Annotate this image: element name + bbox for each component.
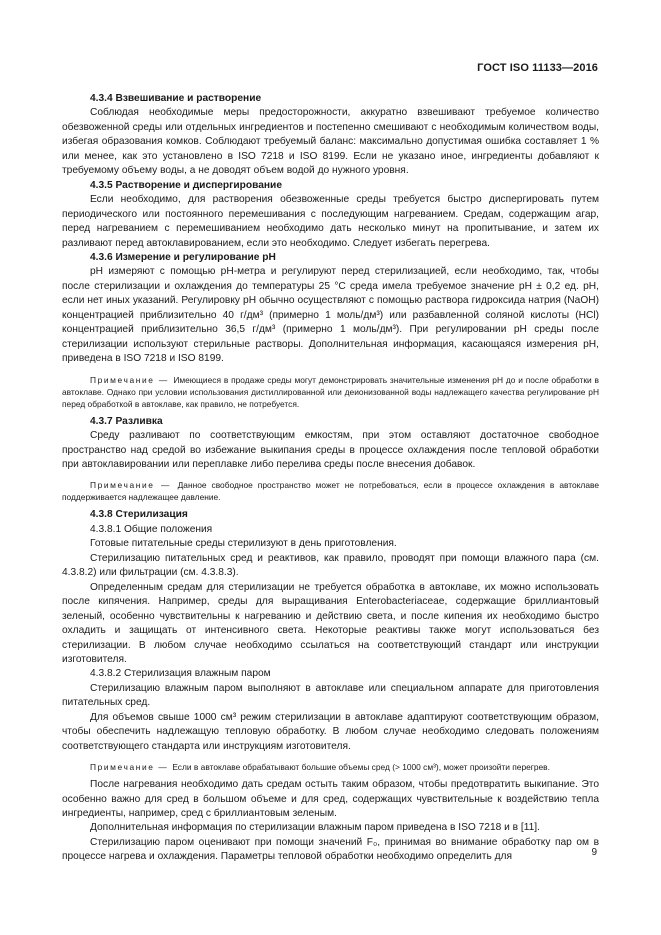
section-heading: 4.3.6 Измерение и регулирование pH: [90, 251, 276, 263]
paragraph: 4.3.8.1 Общие положения: [90, 523, 213, 535]
section-heading: 4.3.8 Стерилизация: [90, 509, 188, 521]
paragraph: Среду разливают по соответствующим емкостям, при этом оставляют достаточное свободное пространство над средой во избежание выкипания среды в процессе охлаждения после тепловой обработки при автоклавировании или переплавке либо перелива среды после внесения добавок.: [62, 430, 599, 470]
paragraph: Для объемов свыше 1000 см³ режим стерилизации в автоклаве адаптируют соответствующим образом, чтобы обеспечить надлежащую тепловую обработку. В любом случае необходимо следовать положениям соответствующего стандарта или инструкциям изготовителя.: [62, 711, 599, 752]
paragraph: pH измеряют с помощью pH-метра и регулируют перед стерилизацией, если необходимо, так, чтобы после стерилизации и охлаждения до температуры 25 °C среда имела требуемое значение pH ± 0,2 ед. pH, если нет иных указаний. Регулировку pH обычно осуществляют с помощью раствора гидроксида натрия (NaOH) концентрацией приблизительно 40 г/дм³ (примерно 1 моль/дм³) или разбавленной соляной кислоты (HCl) концентрацией приблизительно 36,5 г/дм³ (примерно 1 моль/дм³). При регулировании pH среды после стерилизации используют стерильные растворы. Дополнительная информация, касающаяся измерения pH, приведена в ISO 7218 и ISO 8199.: [62, 266, 599, 365]
paragraph: Стерилизацию паром оценивают при помощи значений F₀, принимая во внимание обработку пар ом в процессе нагрева и охлаждения. Параметры тепловой обработки необходимо определить для: [62, 836, 599, 863]
paragraph: Если необходимо, для растворения обезвоженные среды требуется быстро диспергировать путем периодического или постоянного перемешивания с последующим нагреванием. Средам, содержащим агар, перед нагреванием с перемешиванием необходимо дать несколько минут на пропитывание, и затем их разливают перед автоклавированием, если это необходимо. Следует избегать перегрева.: [62, 194, 599, 249]
note-label: Примечание —: [90, 374, 174, 385]
paragraph: Дополнительная информация по стерилизации влажным паром приведена в ISO 7218 и в [11].: [90, 822, 540, 834]
note: Примечание — Имеющиеся в продаже среды могут демонстрировать значительные изменения pH до и после обработки в автоклаве. Однако при условии использования дистиллированной или деионизованной воды надлежащего качества регулирование pH перед обработкой в автоклаве, как правило, не потребуется.: [62, 374, 599, 409]
note-label: Примечание —: [90, 762, 173, 773]
paragraph: 4.3.8.2 Стерилизация влажным паром: [90, 668, 271, 680]
note: Примечание — Если в автоклаве обрабатывают большие объемы сред (> 1000 см³), может произойти перегрев.: [90, 762, 550, 773]
note-label: Примечание —: [90, 480, 178, 491]
document-header: ГОСТ ISO 11133—2016: [477, 62, 598, 74]
section-heading: 4.3.7 Разливка: [90, 415, 163, 427]
paragraph: Определенным средам для стерилизации не требуется обработка в автоклаве, их можно использовать после кипячения. Например, среды для выращивания Enterobacteriaceae, содержащие бриллиантовый зеленый, особенно чувствительны к нагреванию и действию света, и после кипения их необходимо быстро охладить и защищать от интенсивного света. Некоторые реактивы также могут использоваться без стерилизации. В любом случае необходимо ссылаться на соответствующий стандарт или инструкции изготовителя.: [62, 581, 599, 665]
page-number: 9: [591, 847, 597, 858]
paragraph: Соблюдая необходимые меры предосторожности, аккуратно взвешивают требуемое количество обезвоженной среды или отдельных ингредиентов и постепенно смешивают с необходимым количеством воды, избегая образования комков. Соблюдают требуемый баланс: максимально допустимая ошибка составляет 1 % или менее, как это установлено в ISO 7218 и ISO 8199. Если не указано иное, ингредиенты добавляют к требуемому объему воды, а не доводят объем водой до нужного уровня.: [62, 107, 599, 177]
paragraph: После нагревания необходимо дать средам остыть таким образом, чтобы предотвратить выкипание. Это особенно важно для сред в большом объеме и для сред, содержащих чувствительные к воздействию тепла ингредиенты, например, сред с бриллиантовым зеленым.: [62, 779, 599, 820]
note: Примечание — Данное свободное пространство может не потребоваться, если в процессе охлаждения в автоклаве поддерживается надлежащее давление.: [62, 480, 599, 503]
section-heading: 4.3.4 Взвешивание и растворение: [90, 93, 262, 104]
section-heading: 4.3.5 Растворение и диспергирование: [90, 179, 282, 191]
document-body: [62, 92, 599, 865]
paragraph: Стерилизацию влажным паром выполняют в автоклаве или специальном аппарате для приготовления питательных сред.: [62, 682, 599, 709]
paragraph: Стерилизацию питательных сред и реактивов, как правило, проводят при помощи влажного пара (см. 4.3.8.2) или фильтрации (см. 4.3.8.3).: [62, 552, 599, 579]
paragraph: Готовые питательные среды стерилизуют в день приготовления.: [90, 538, 397, 550]
